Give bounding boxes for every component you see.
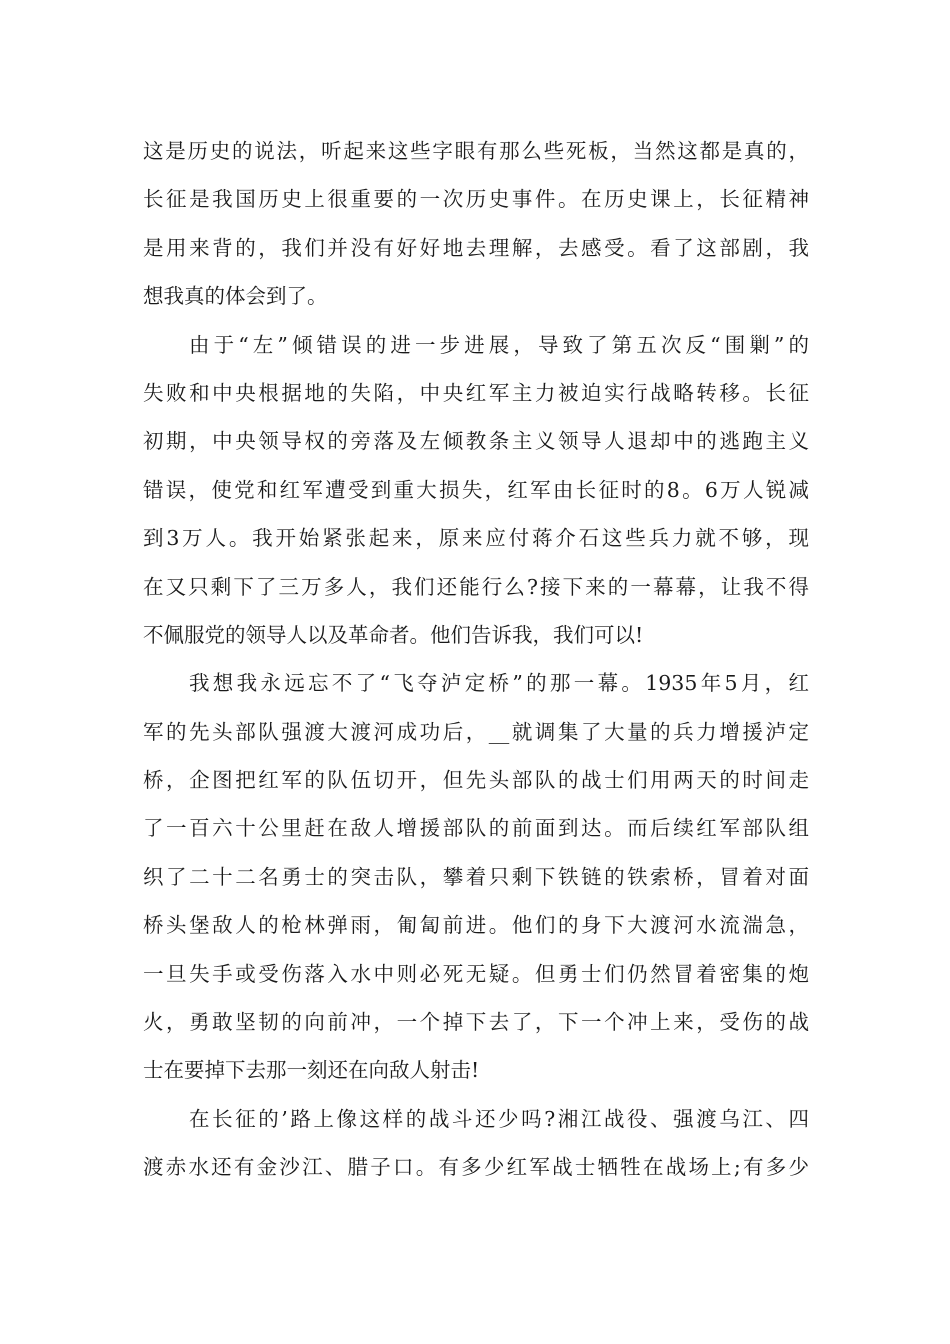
text-line: 错误，使党和红军遭受到重大损失，红军由长征时的8。6万人锐减	[143, 477, 809, 502]
text-line: 到3万人。我开始紧张起来，原来应付蒋介石这些兵力就不够，现	[143, 526, 809, 551]
text-line: 桥，企图把红军的队伍切开，但先头部队的战士们用两天的时间走	[143, 768, 809, 793]
text-line: 在又只剩下了三万多人，我们还能行么?接下来的一幕幕，让我不得	[143, 574, 809, 599]
text-line: 士在要掉下去那一刻还在向敌人射击!	[143, 1058, 480, 1083]
text-line: 这是历史的说法，听起来这些字眼有那么些死板，当然这都是真的，	[143, 139, 809, 163]
text-line: 军的先头部队强渡大渡河成功后，__就调集了大量的兵力增援泸定	[143, 719, 809, 744]
text-line: 是用来背的，我们并没有好好地去理解，去感受。看了这部剧，我	[143, 235, 809, 260]
text-line: 火，勇敢坚韧的向前冲，一个掉下去了，下一个冲上来，受伤的战	[143, 1010, 809, 1035]
text-line: 不佩服党的领导人以及革命者。他们告诉我，我们可以!	[143, 622, 644, 647]
text-line: 一旦失手或受伤落入水中则必死无疑。但勇士们仍然冒着密集的炮	[143, 961, 809, 986]
text-line: 失败和中央根据地的失陷，中央红军主力被迫实行战略转移。长征	[143, 380, 809, 405]
document-body	[143, 127, 809, 1192]
text-line: 织了二十二名勇士的突击队，攀着只剩下铁链的铁索桥，冒着对面	[143, 864, 809, 889]
text-line: 想我真的体会到了。	[143, 284, 328, 309]
text-line: 渡赤水还有金沙江、腊子口。有多少红军战士牺牲在战场上;有多少	[143, 1155, 809, 1180]
text-line: 我想我永远忘不了“飞夺泸定桥”的那一幕。1935年5月，红	[189, 671, 809, 696]
text-line: 长征是我国历史上很重要的一次历史事件。在历史课上，长征精神	[143, 187, 809, 212]
text-line: 由于“左”倾错误的进一步进展，导致了第五次反“围剿”的	[189, 332, 809, 357]
text-line: 桥头堡敌人的枪林弹雨，匍匐前进。他们的身下大渡河水流湍急，	[143, 913, 809, 938]
text-line: 在长征的’路上像这样的战斗还少吗?湘江战役、强渡乌江、四	[189, 1106, 809, 1131]
text-line: 了一百六十公里赶在敌人增援部队的前面到达。而后续红军部队组	[143, 816, 809, 841]
text-line: 初期，中央领导权的旁落及左倾教条主义领导人退却中的逃跑主义	[143, 429, 809, 454]
